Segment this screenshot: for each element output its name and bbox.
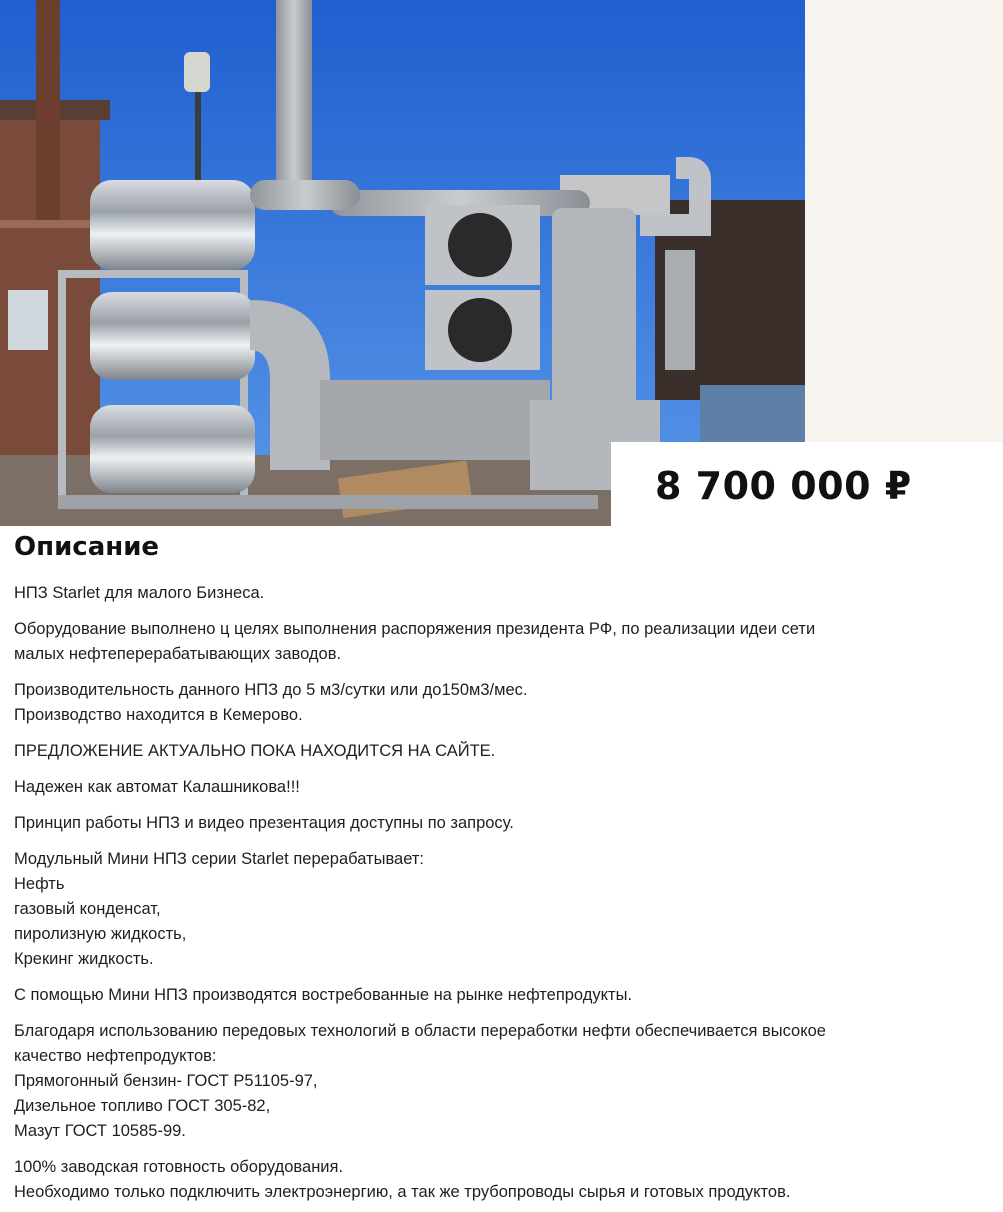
description-line: С помощью Мини НПЗ производятся востребованные на рынке нефтепродукты.: [14, 986, 633, 1004]
description-line: НПЗ Starlet для малого Бизнеса.: [14, 584, 265, 602]
description-line: Необходимо только подключить электроэнергию, а так же трубопроводы сырья и готовых продуктов.: [14, 1183, 791, 1201]
description-line: Мазут ГОСТ 10585-99.: [14, 1122, 186, 1140]
description-line: качество нефтепродуктов:: [14, 1047, 217, 1065]
description-line: малых нефтеперерабатывающих заводов.: [14, 645, 342, 663]
description-line: Крекинг жидкость.: [14, 950, 154, 968]
description-paragraph: [14, 1155, 989, 1205]
description-line: Производительность данного НПЗ до 5 м3/сутки или до150м3/мес.: [14, 681, 528, 699]
description-paragraph: [14, 847, 989, 972]
description-paragraph: [14, 811, 989, 836]
description-line: Оборудование выполнено ц целях выполнения распоряжения президента РФ, по реализации идеи сети: [14, 620, 816, 638]
description-line: 100% заводская готовность оборудования.: [14, 1158, 344, 1176]
description-line: Принцип работы НПЗ и видео презентация доступны по запросу.: [14, 814, 514, 832]
description-line: Благодаря использованию передовых технологий в области переработки нефти обеспечивается высокое: [14, 1022, 826, 1040]
description-line: ПРЕДЛОЖЕНИЕ АКТУАЛЬНО ПОКА НАХОДИТСЯ НА САЙТЕ.: [14, 742, 496, 760]
description-line: Надежен как автомат Калашникова!!!: [14, 778, 300, 796]
description-line: Модульный Мини НПЗ серии Starlet перерабатывает:: [14, 850, 424, 868]
price-box: [611, 442, 1003, 532]
side-background: [805, 0, 1003, 442]
description-paragraph: [14, 739, 989, 764]
description-line: пиролизную жидкость,: [14, 925, 187, 943]
description-line: Прямогонный бензин- ГОСТ Р51105-97,: [14, 1072, 318, 1090]
description-line: Дизельное топливо ГОСТ 305-82,: [14, 1097, 271, 1115]
description-paragraph: [14, 581, 989, 606]
description-line: Производство находится в Кемерово.: [14, 706, 303, 724]
description-paragraph: [14, 678, 989, 728]
description-section: [14, 526, 989, 1205]
description-line: газовый конденсат,: [14, 900, 161, 918]
description-paragraph: [14, 775, 989, 800]
description-paragraph: [14, 617, 989, 667]
description-paragraph: [14, 983, 989, 1008]
price: 8 700 000 ₽: [655, 464, 912, 508]
description-line: Нефть: [14, 875, 65, 893]
description-heading: Описание: [14, 532, 160, 562]
description-paragraph: [14, 1019, 989, 1144]
